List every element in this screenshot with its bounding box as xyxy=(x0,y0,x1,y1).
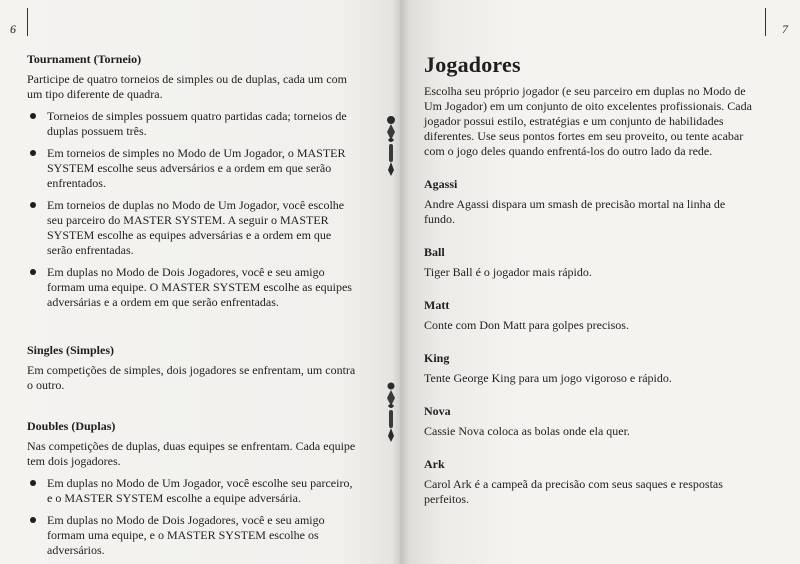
player-name: Agassi xyxy=(424,177,458,191)
bullet-list xyxy=(27,109,357,310)
right-page-content xyxy=(424,52,754,507)
section-title: Singles (Simples) xyxy=(27,343,115,357)
player-description: Tente George King para um jogo vigoroso e rápido. xyxy=(424,371,672,385)
section-intro: Participe de quatro torneios de simples ou de duplas, cada um com um tipo diferente de quadra. xyxy=(27,72,347,101)
player-nova xyxy=(424,404,754,439)
player-ball xyxy=(424,245,754,280)
page-number: 6 xyxy=(10,22,16,36)
list-item: Em torneios de simples no Modo de Um Jogador, o MASTER SYSTEM escolhe seus adversários e a ordem em que serão enfrentados. xyxy=(27,146,357,191)
page-title: Jogadores xyxy=(424,52,521,77)
section-tournament xyxy=(27,52,357,310)
player-ark xyxy=(424,457,754,507)
section-intro: Em competições de simples, dois jogadores se enfrentam, um contra o outro. xyxy=(27,363,356,392)
player-matt xyxy=(424,298,754,333)
list-item: Em duplas no Modo de Dois Jogadores, você e seu amigo formam uma equipe, e o MASTER SYSTEM escolhe os adversários. xyxy=(27,513,357,558)
player-king xyxy=(424,351,754,386)
binding-stitch-ornament xyxy=(382,378,400,448)
section-doubles xyxy=(27,419,357,558)
list-item: Em torneios de duplas no Modo de Um Jogador, você escolhe seu parceiro do MASTER SYSTEM. A seguir o MASTER SYSTEM escolhe as equipes adversárias e a ordem em que serão enfrentadas. xyxy=(27,198,357,258)
player-name: King xyxy=(424,351,450,365)
header-rule xyxy=(765,8,766,36)
header-rule xyxy=(27,8,28,36)
player-name: Ark xyxy=(424,457,445,471)
left-page-content xyxy=(27,52,357,564)
page-number: 7 xyxy=(782,22,788,36)
player-agassi xyxy=(424,177,754,227)
list-item: Em duplas no Modo de Dois Jogadores, você e seu amigo formam uma equipe. O MASTER SYSTEM escolhe as equipes adversárias e a ordem em que serão enfrentadas. xyxy=(27,265,357,310)
player-description: Carol Ark é a campeã da precisão com seus saques e respostas perfeitos. xyxy=(424,477,723,506)
bullet-list xyxy=(27,476,357,558)
player-description: Andre Agassi dispara um smash de precisão mortal na linha de fundo. xyxy=(424,197,726,226)
section-title: Doubles (Duplas) xyxy=(27,419,116,433)
book-spine-shadow xyxy=(392,0,410,564)
player-description: Cassie Nova coloca as bolas onde ela quer. xyxy=(424,424,630,438)
player-name: Nova xyxy=(424,404,451,418)
page-intro: Escolha seu próprio jogador (e seu parceiro em duplas no Modo de Um Jogador) em um conjunto de oito excelentes profissionais. Cada jogador possui estilo, estratégias e um conjunto de habilidades diferentes. Use seus pontos fortes em seu proveito, ou tente acabar com o jogo deles quando enfrentá-los do outro lado da rede. xyxy=(424,84,752,158)
section-singles xyxy=(27,343,357,393)
player-name: Ball xyxy=(424,245,445,259)
binding-stitch-ornament xyxy=(382,110,400,180)
list-item: Em duplas no Modo de Um Jogador, você escolhe seu parceiro, e o MASTER SYSTEM escolhe a equipe adversária. xyxy=(27,476,357,506)
section-intro: Nas competições de duplas, duas equipes se enfrentam. Cada equipe tem dois jogadores. xyxy=(27,439,356,468)
player-description: Conte com Don Matt para golpes precisos. xyxy=(424,318,629,332)
section-title: Tournament (Torneio) xyxy=(27,52,142,66)
player-name: Matt xyxy=(424,298,450,312)
right-page xyxy=(400,0,800,564)
list-item: Torneios de simples possuem quatro partidas cada; torneios de duplas possuem três. xyxy=(27,109,357,139)
player-description: Tiger Ball é o jogador mais rápido. xyxy=(424,265,592,279)
